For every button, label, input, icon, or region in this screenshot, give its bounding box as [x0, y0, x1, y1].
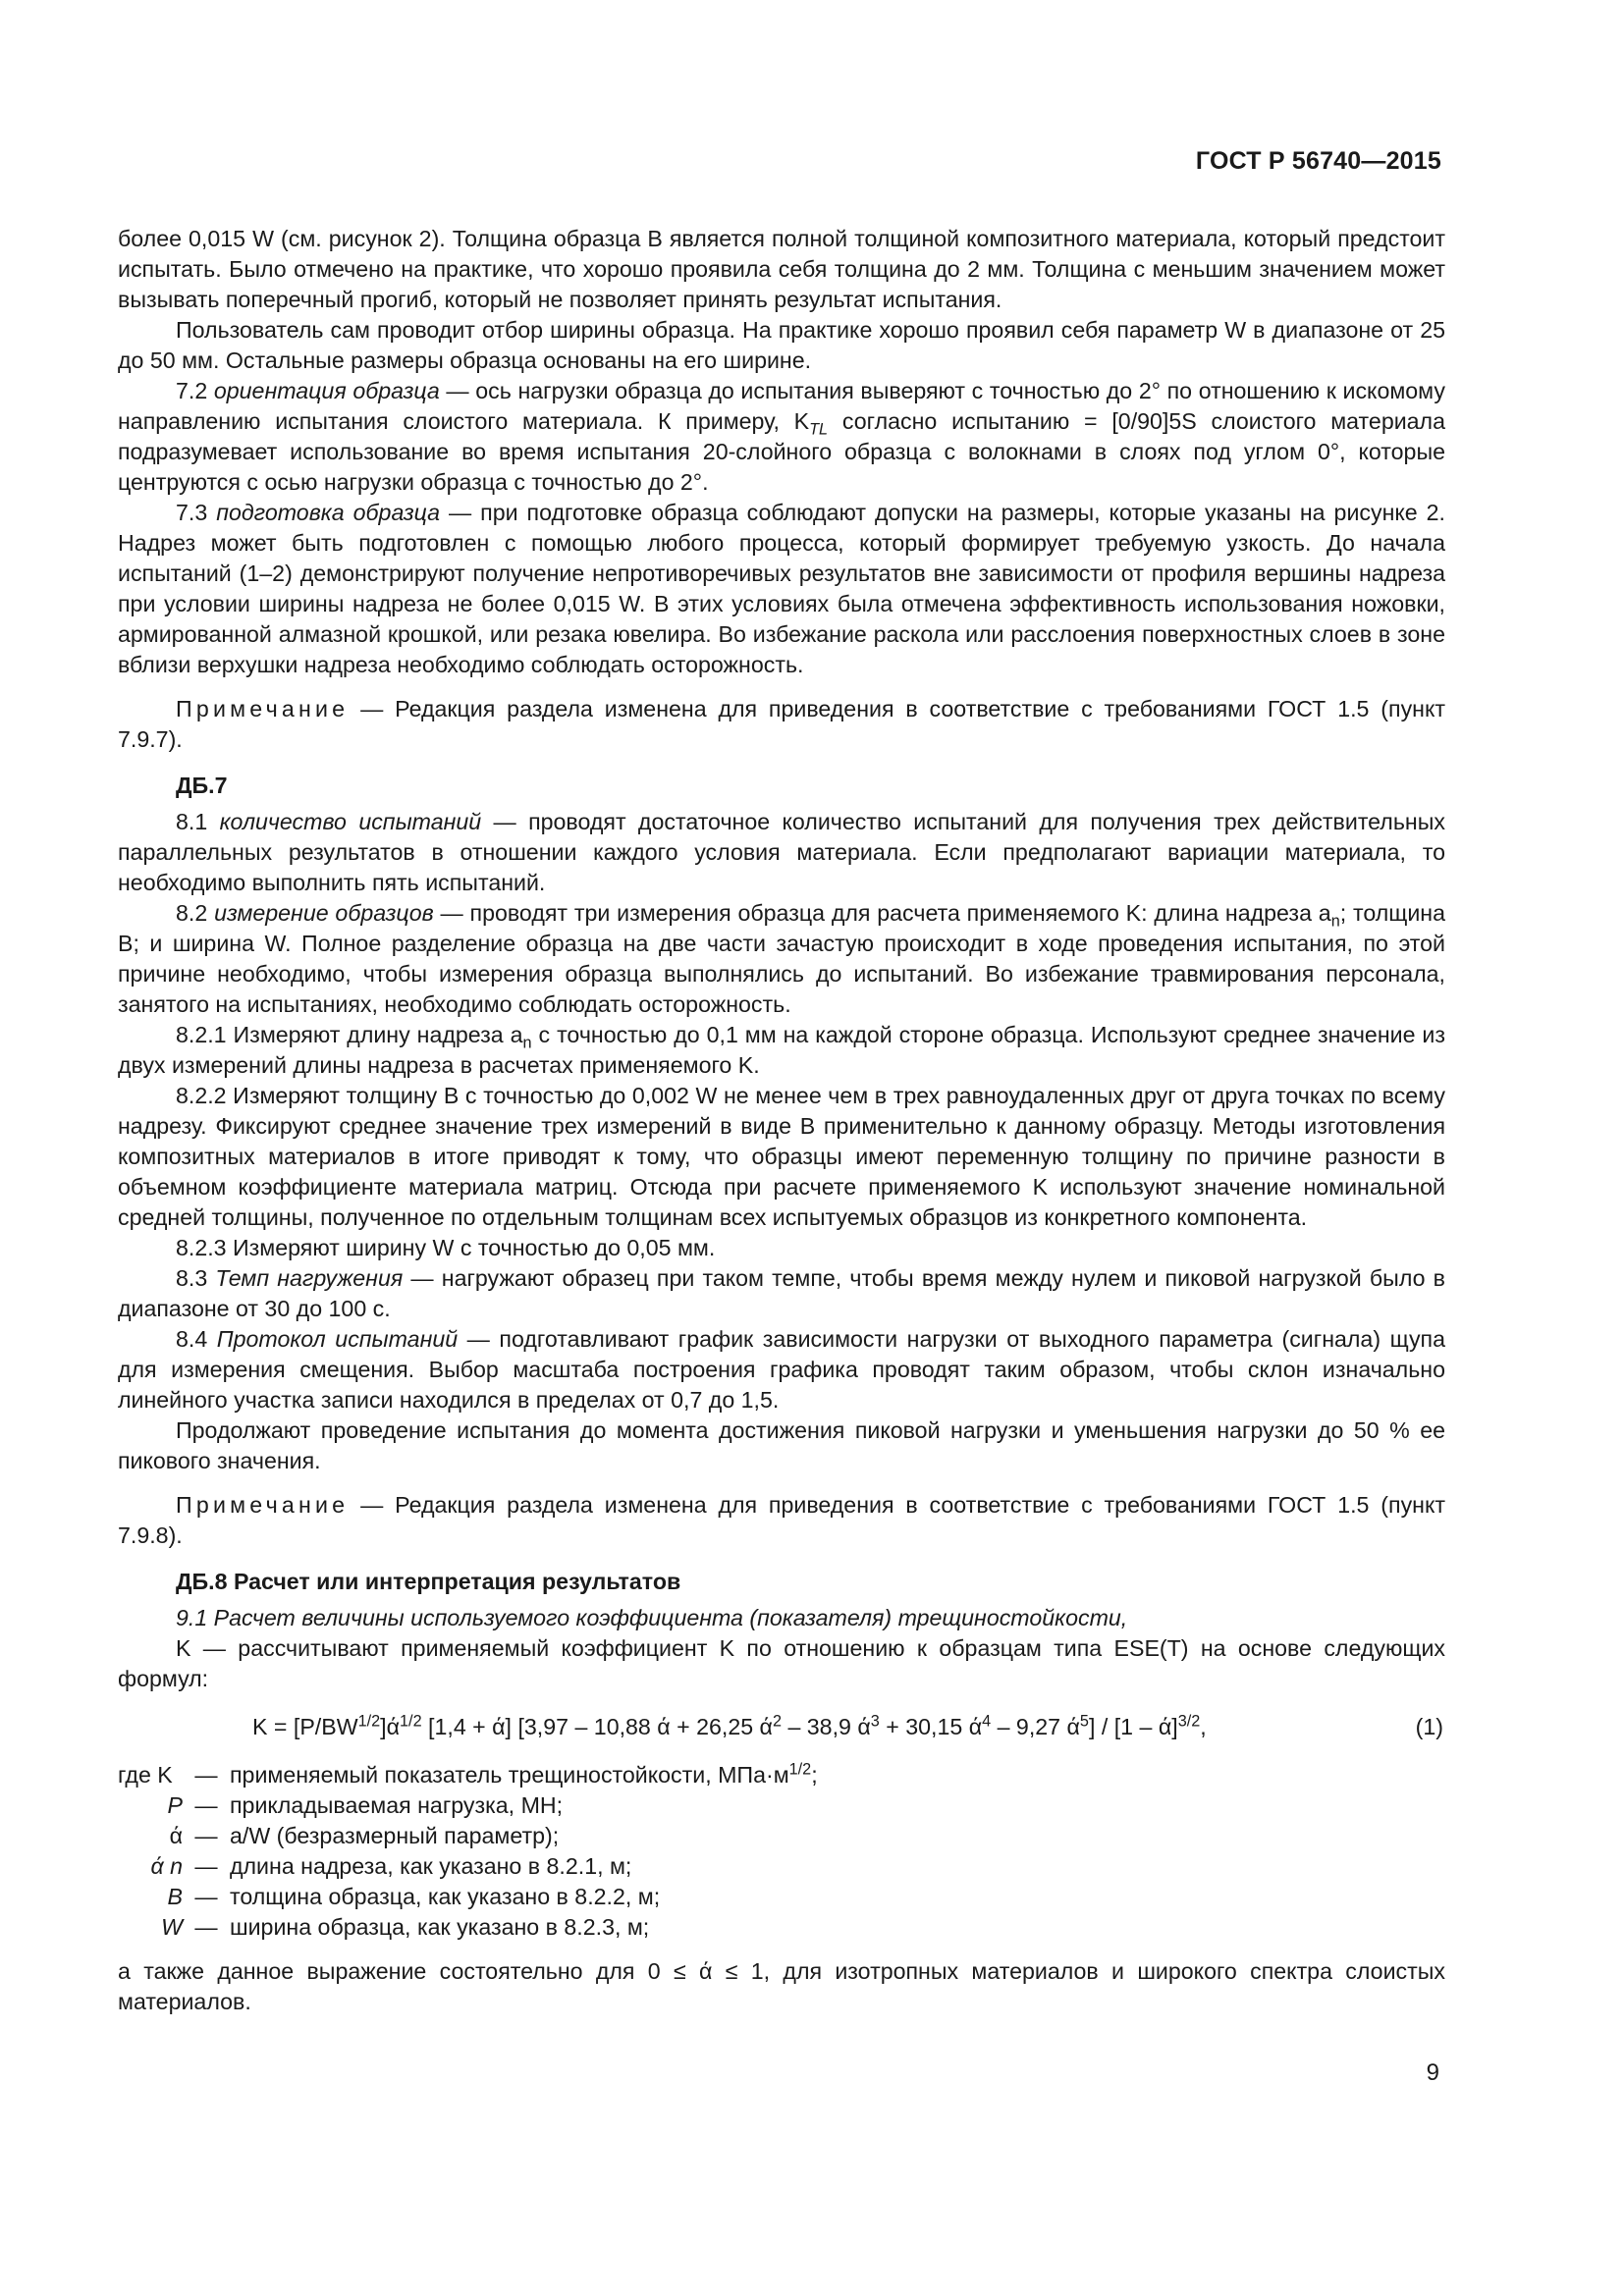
definition-text: a/W (безразмерный параметр); [230, 1823, 560, 1848]
definition-symbol: ά n [150, 1853, 183, 1879]
formula-number: (1) [1415, 1714, 1443, 1739]
note-label: Примечание [176, 696, 350, 721]
section-heading: ДБ.7 [176, 773, 228, 798]
paragraph-8-2-2: 8.2.2 Измеряют толщину B с точностью до 0,002 W не менее чем в трех равноудаленных друг от друга точках по всему надрезу. Фиксируют среднее значение трех измерений в виде B применительно к данному образцу. Методы изготовления композитных материалов в итоге приводят к тому, что образцы имеют переменную толщину по причине разности в объемном коэффициенте материала матриц. Отсюда при расчете применяемого K используют значение номинальной средней толщины, полученное по отдельным толщинам всех испытуемых образцов из конкретного компонента. [118, 1083, 1445, 1230]
definition-row: ά n — длина надреза, как указано в 8.2.1, м; [118, 1851, 1445, 1882]
paragraph: Пользователь сам проводит отбор ширины образца. На практике хорошо проявил себя параметр W в диапазоне от 25 до 50 мм. Остальные размеры образца основаны на его ширине. [118, 317, 1445, 373]
paragraph-8-1: 8.1 количество испытаний — проводят достаточное количество испытаний для получения трех действительных параллельных результатов в отношении каждого условия материала. Если предполагают вариации материала, то необходимо выполнить пять испытаний. [118, 809, 1445, 895]
formula-expression: $K = [P/BW^{1/2}]ά^{1/2}$ [1,4 + ά] [3,97 – 10,88 ά + 26,25 $ά^2 - 38,9$ $ά^3 + 30,15$ $ά^4 - 9,27$ $ά^5] / [1 - ά]^{3/2}$, [252, 1712, 1207, 1739]
document-header: ГОСТ Р 56740—2015 [1195, 147, 1441, 175]
definition-text: длина надреза, как указано в 8.2.1, м; [230, 1853, 632, 1879]
paragraph-8-2: 8.2 измерение образцов — проводят три измерения образца для расчета применяемого K: длина надреза $a_n$; толщина B; и ширина W. Полное разделение образца на две части зачастую происходит в ходе проведения испытания, по этой причине необходимо, чтобы измерения образца выполнялись до испытаний. Во избежание травмирования персонала, занятого на испытаниях, необходимо соблюдать осторожность. [118, 900, 1445, 1017]
definition-symbol: где K [118, 1762, 173, 1788]
definition-text: ширина образца, как указано в 8.2.3, м; [230, 1914, 650, 1940]
paragraph-7-2: 7.2 ориентация образца — ось нагрузки образца до испытания выверяют с точностью до 2° по отношению к искомому направлению испытания слоистого материала. К примеру, $K_{TL}$ согласно испытанию = [0/90]5S слоистого материала подразумевает использование во время испытания 20-слойного образца с волокнами в слоях под углом 0°, которые центруются с осью нагрузки образца с точностью до 2°. [118, 378, 1445, 495]
term: подготовка образца [216, 500, 441, 525]
paragraph-9-1: 9.1 Расчет величины используемого коэффициента (показателя) трещиностойкости, [176, 1605, 1128, 1630]
document-body [118, 224, 1445, 2017]
paragraph-7-3: 7.3 подготовка образца — при подготовке образца соблюдают допуски на размеры, которые указаны на рисунке 2. Надрез может быть подготовлен с помощью любого процесса, который формирует требуемую узкость. До начала испытаний (1–2) демонстрируют получение непротиворечивых результатов вне зависимости от профиля вершины надреза при условии ширины надреза не более 0,015 W. В этих условиях была отмечена эффективность использования ножовки, армированной алмазной крошкой, или резака ювелира. Во избежание раскола или расслоения поверхностных слоев в зоне вблизи верхушки надреза необходимо соблюдать осторожность. [118, 500, 1445, 677]
term: измерение образцов [214, 900, 434, 926]
definition-text: прикладываемая нагрузка, МН; [230, 1792, 564, 1818]
definition-symbol: P [167, 1792, 183, 1818]
definitions-list [118, 1760, 1445, 1943]
definition-row: где K — применяемый показатель трещиностойкости, $МПа\cdot м^{1/2}$; [118, 1760, 1445, 1790]
term: количество испытаний [219, 809, 482, 834]
definition-row: W — ширина образца, как указано в 8.2.3, м; [118, 1912, 1445, 1943]
note-label: Примечание [176, 1492, 350, 1518]
definition-text: применяемый показатель трещиностойкости, $МПа\cdot м^{1/2}$; [230, 1760, 818, 1788]
paragraph-8-2-1: 8.2.1 Измеряют длину надреза $a_n$ с точностью до 0,1 мм на каждой стороне образца. Используют среднее значение из двух измерений длины надреза в расчетах применяемого K. [118, 1022, 1446, 1078]
paragraph: более 0,015 W (см. рисунок 2). Толщина образца B является полной толщиной композитного материала, который предстоит испытать. Было отмечено на практике, что хорошо проявила себя толщина до 2 мм. Толщина с меньшим значением может вызывать поперечный прогиб, который не позволяет принять результат испытания. [118, 226, 1445, 312]
note: Примечание — Редакция раздела изменена для приведения в соответствие с требованиями ГОСТ 1.5 (пункт 7.9.8). [118, 1492, 1445, 1548]
definition-symbol: ά [169, 1823, 183, 1848]
term: Темп нагружения [215, 1265, 404, 1291]
paragraph: Продолжают проведение испытания до момента достижения пиковой нагрузки и уменьшения нагрузки до 50 % ее пикового значения. [118, 1417, 1445, 1473]
paragraph: K — рассчитывают применяемый коэффициент K по отношению к образцам типа ESE(T) на основе следующих формул: [118, 1635, 1445, 1691]
term: ориентация образца [213, 378, 440, 403]
definition-row: B — толщина образца, как указано в 8.2.2, м; [118, 1882, 1445, 1912]
definition-row: ά — a/W (безразмерный параметр); [118, 1821, 1445, 1851]
term: Протокол испытаний [216, 1326, 459, 1352]
paragraph-8-4: 8.4 Протокол испытаний — подготавливают график зависимости нагрузки от выходного параметра (сигнала) щупа для измерения смещения. Выбор масштаба построения графика проводят таким образом, чтобы склон изначально линейного участка записи находился в пределах от 0,7 до 1,5. [118, 1326, 1445, 1413]
paragraph: а также данное выражение состоятельно для 0 ≤ ά ≤ 1, для изотропных материалов и широкого спектра слоистых материалов. [118, 1958, 1445, 2014]
definition-symbol: B [167, 1884, 183, 1909]
page-number: 9 [1426, 2059, 1439, 2086]
paragraph-8-3: 8.3 Темп нагружения — нагружают образец при таком темпе, чтобы время между нулем и пиковой нагрузкой было в диапазоне от 30 до 100 с. [118, 1265, 1445, 1321]
note: Примечание — Редакция раздела изменена для приведения в соответствие с требованиями ГОСТ 1.5 (пункт 7.9.7). [118, 696, 1445, 752]
definition-row: P — прикладываемая нагрузка, МН; [118, 1790, 1445, 1821]
paragraph-8-2-3: 8.2.3 Измеряют ширину W с точностью до 0,05 мм. [176, 1235, 716, 1260]
definition-symbol: W [161, 1914, 183, 1940]
definition-text: толщина образца, как указано в 8.2.2, м; [230, 1884, 661, 1909]
formula-1 [118, 1712, 1445, 1742]
section-heading: ДБ.8 Расчет или интерпретация результатов [176, 1569, 681, 1594]
